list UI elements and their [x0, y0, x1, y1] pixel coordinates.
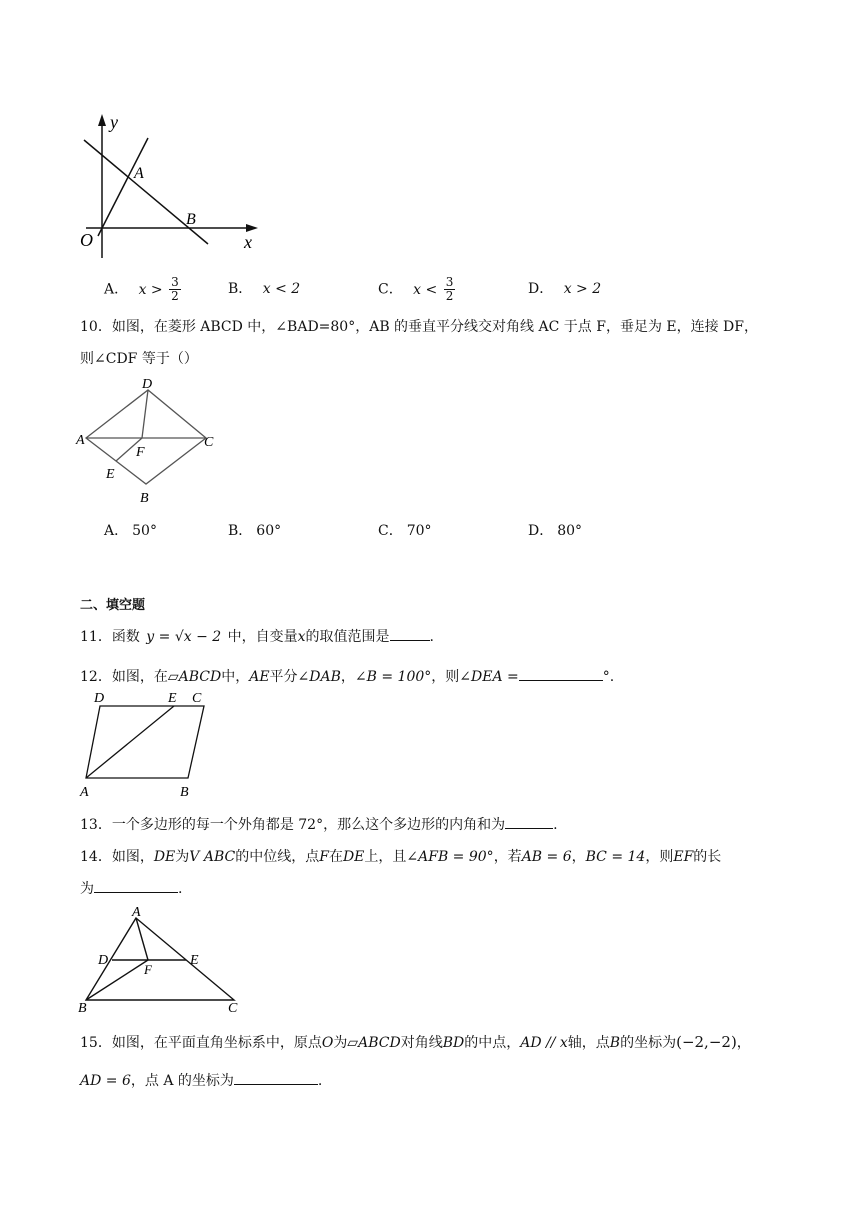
q9-option-a[interactable]: A． x > $\frac{3}{2}$: [104, 275, 179, 303]
q12-d-label: D: [94, 691, 105, 706]
q9-o-label: O: [80, 230, 93, 250]
q9-option-a-fraction: $\frac{3}{2}$: [171, 275, 179, 303]
q9-b-label: B: [186, 211, 196, 228]
q14-stem-line2: 为 .: [80, 878, 182, 898]
q13-stem: 13．一个多边形的每一个外角都是 72°，那么这个多边形的内角和为 .: [80, 814, 558, 834]
q12-answer-blank[interactable]: [519, 666, 603, 681]
q9-x-label: x: [244, 232, 252, 252]
q10-d-label: D: [142, 377, 153, 392]
q14-a-label: A: [132, 905, 141, 920]
q14-e-label: E: [190, 953, 199, 968]
q10-option-b[interactable]: B． 60°: [228, 523, 282, 539]
q13-answer-blank[interactable]: [505, 814, 553, 829]
q11-formula: y = √x − 2: [146, 629, 222, 645]
section-fill-in-heading: 二、填空题: [80, 598, 146, 613]
q9-a-label: A: [134, 165, 144, 182]
q12-figure: [78, 688, 208, 800]
q14-f-label: F: [144, 962, 152, 977]
q14-d-label: D: [98, 953, 109, 968]
q9-option-c[interactable]: C． x < $\frac{3}{2}$: [378, 275, 454, 303]
q14-b-label: B: [78, 1001, 87, 1014]
q12-c-label: C: [192, 691, 202, 706]
q10-figure: [74, 374, 224, 508]
q9-figure: [78, 110, 268, 260]
q11-answer-blank[interactable]: [390, 626, 430, 641]
q9-option-c-fraction: $\frac{3}{2}$: [445, 275, 454, 303]
q10-c-label: C: [204, 435, 214, 450]
q12-stem: 12．如图，在▱ABCD中，AE平分∠DAB，∠B = 100°，则∠DEA = °.: [80, 666, 614, 686]
q10-option-c[interactable]: C． 70°: [378, 523, 432, 539]
q9-option-d[interactable]: D． x > 2: [528, 281, 602, 297]
q12-e-label: E: [168, 691, 177, 706]
q14-answer-blank[interactable]: [94, 878, 178, 893]
q15-stem-line1: 15．如图，在平面直角坐标系中，原点O为▱ABCD对角线BD的中点，AD // x轴，点B的坐标为(−2,−2)，: [80, 1033, 751, 1051]
q15-stem-line2: AD = 6，点 A 的坐标为 .: [80, 1070, 322, 1090]
q10-b-label: B: [140, 491, 149, 506]
q10-stem-line1: 10．如图，在菱形 ABCD 中，∠BAD=80°，AB 的垂直平分线交对角线 AC 于点 F，垂足为 E，连接 DF，: [80, 319, 759, 335]
q9-option-b[interactable]: B． x < 2: [228, 281, 301, 297]
q14-figure: [76, 904, 246, 1014]
q9-y-label: y: [110, 112, 118, 132]
q14-c-label: C: [228, 1001, 238, 1014]
q11-stem: 11．函数 y = √x − 2 中，自变量x的取值范围是 .: [80, 626, 434, 646]
q10-stem-line2: 则∠CDF 等于（）: [80, 351, 198, 367]
q14-stem-line1: 14．如图，DE为V ABC的中位线，点F在DE上，且∠AFB = 90°，若AB = 6，BC = 14，则EF的长: [80, 849, 722, 865]
q12-a-label: A: [80, 785, 89, 800]
q10-f-label: F: [136, 445, 145, 460]
q15-answer-blank[interactable]: [234, 1070, 318, 1085]
q10-e-label: E: [106, 467, 115, 482]
q10-a-label: A: [76, 433, 85, 448]
q10-option-a[interactable]: A． 50°: [104, 523, 157, 539]
q12-b-label: B: [180, 785, 189, 800]
q10-option-d[interactable]: D． 80°: [528, 523, 583, 539]
